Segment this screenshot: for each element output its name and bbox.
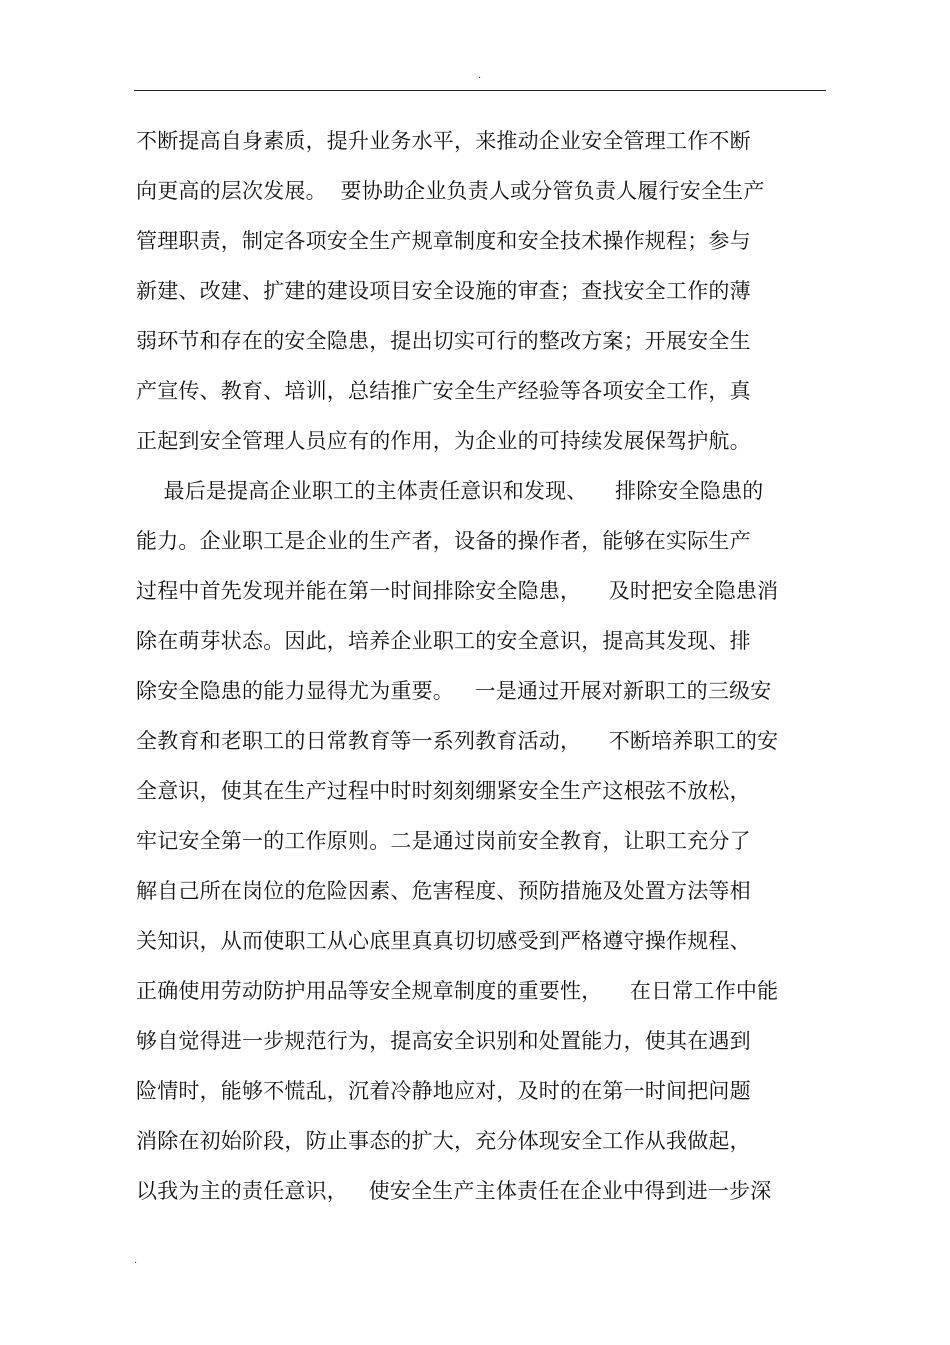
- text-line: 以我为主的责任意识， 使安全生产主体责任在企业中得到进一步深: [136, 1179, 772, 1203]
- text-line: 全教育和老职工的日常教育等一系列教育活动， 不断培养职工的安: [136, 729, 779, 753]
- text-line: 除安全隐患的能力显得尤为重要。 一是通过开展对新职工的三级安: [136, 679, 772, 703]
- text-line: 正起到安全管理人员应有的作用，为企业的可持续发展保驾护航。: [136, 429, 751, 453]
- text-line: 解自己所在岗位的危险因素、危害程度、预防措施及处置方法等相: [136, 879, 751, 903]
- text-line: 能力。企业职工是企业的生产者，设备的操作者，能够在实际生产: [136, 529, 751, 553]
- page-header-mark: .: [478, 70, 482, 81]
- text-line: 全意识，使其在生产过程中时时刻刻绷紧安全生产这根弦不放松，: [136, 779, 751, 803]
- text-line: 正确使用劳动防护用品等安全规章制度的重要性， 在日常工作中能: [136, 979, 779, 1003]
- text-line: 弱环节和存在的安全隐患，提出切实可行的整改方案；开展安全生: [136, 329, 751, 353]
- text-line: 向更高的层次发展。 要协助企业负责人或分管负责人履行安全生产: [136, 179, 765, 203]
- text-line: 不断提高自身素质，提升业务水平，来推动企业安全管理工作不断: [136, 129, 751, 153]
- text-line: 险情时，能够不慌乱，沉着冷静地应对，及时的在第一时间把问题: [136, 1079, 751, 1103]
- text-line: 新建、改建、扩建的建设项目安全设施的审查；查找安全工作的薄: [136, 279, 751, 303]
- text-line: 除在萌芽状态。因此，培养企业职工的安全意识，提高其发现、排: [136, 629, 751, 653]
- header-rule: [134, 90, 826, 91]
- text-line: 过程中首先发现并能在第一时间排除安全隐患， 及时把安全隐患消: [136, 579, 779, 603]
- body-text: [136, 116, 836, 1216]
- text-line: 消除在初始阶段，防止事态的扩大，充分体现安全工作从我做起，: [136, 1129, 751, 1153]
- text-line: 够自觉得进一步规范行为，提高安全识别和处置能力，使其在遇到: [136, 1029, 751, 1053]
- text-line: 最后是提高企业职工的主体责任意识和发现、 排除安全隐患的: [136, 479, 764, 503]
- text-line: 产宣传、教育、培训，总结推广安全生产经验等各项安全工作，真: [136, 379, 751, 403]
- text-line: 牢记安全第一的工作原则。二是通过岗前安全教育，让职工充分了: [136, 829, 751, 853]
- page-footer-mark: .: [134, 1255, 138, 1266]
- text-line: 管理职责，制定各项安全生产规章制度和安全技术操作规程；参与: [136, 229, 751, 253]
- text-line: 关知识，从而使职工从心底里真真切切感受到严格遵守操作规程、: [136, 929, 751, 953]
